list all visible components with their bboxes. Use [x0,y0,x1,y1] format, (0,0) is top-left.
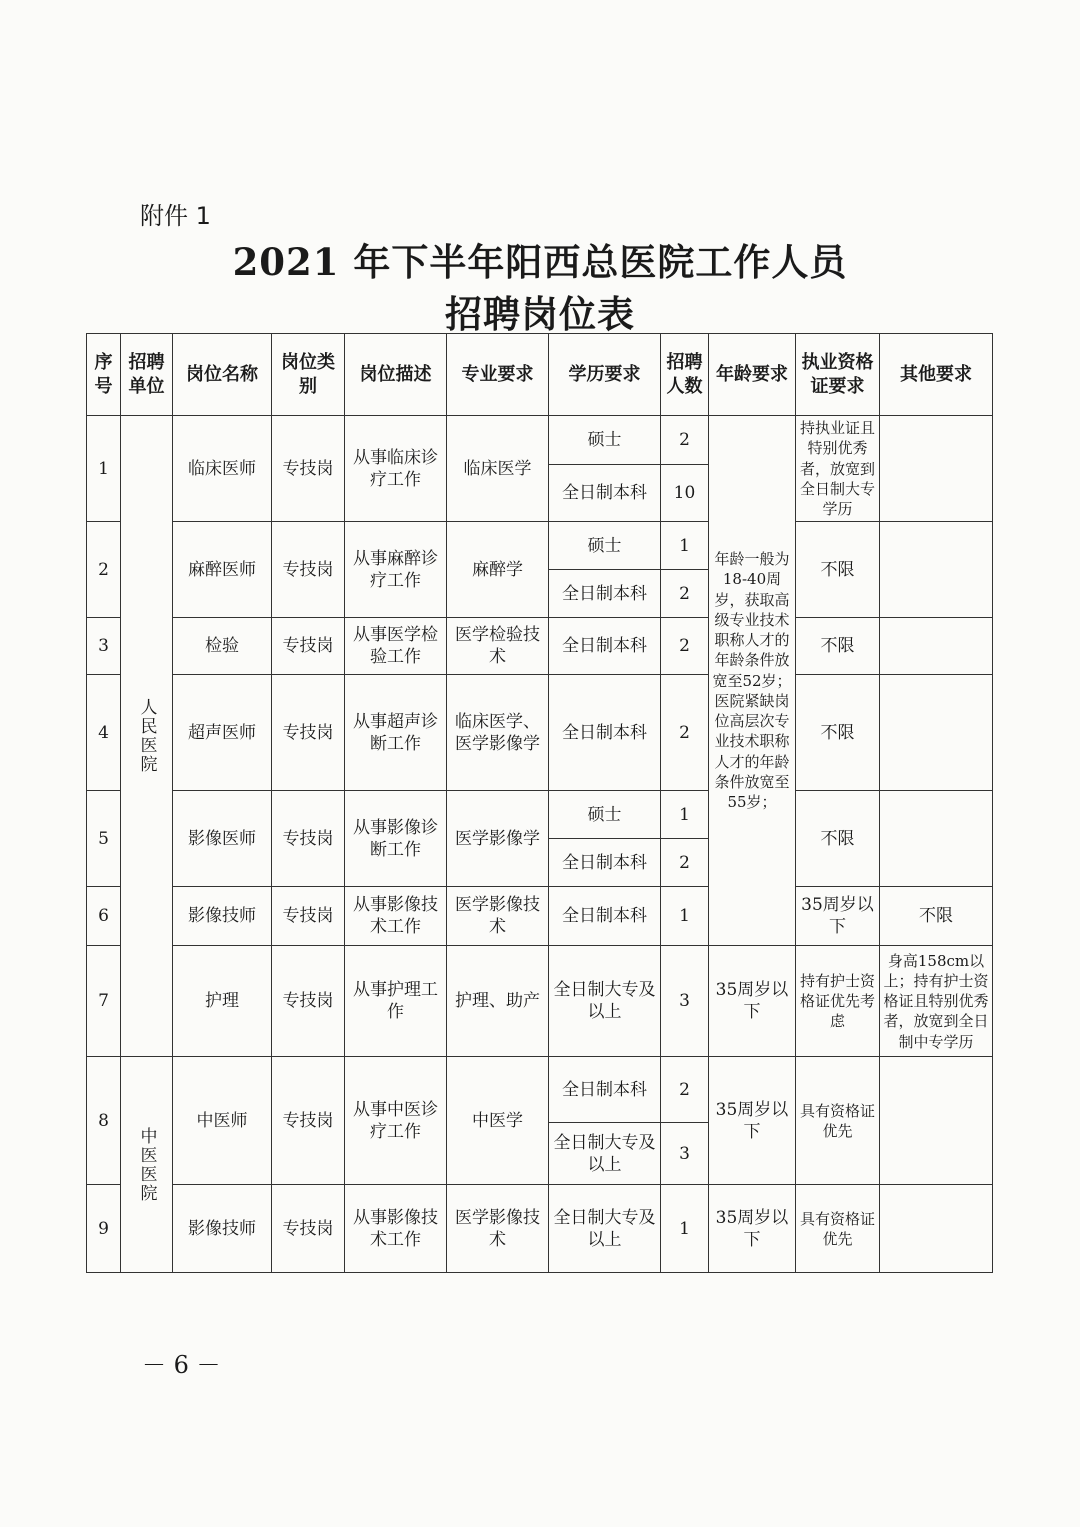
cell-post-desc: 从事影像技术工作 [345,1185,447,1273]
cell-post-name: 超声医师 [173,675,272,791]
cell-seq: 9 [87,1185,121,1273]
cell-education: 全日制本科 [549,887,661,946]
cell-education: 全日制大专及以上 [549,946,661,1057]
header-seq: 序号 [87,334,121,416]
header-cert: 执业资格证要求 [796,334,880,416]
cell-major: 医学影像技术 [447,1185,549,1273]
cell-count: 2 [661,675,709,791]
cell-count: 1 [661,522,709,570]
cell-post-type: 专技岗 [272,1057,345,1185]
cell-education: 硕士 [549,522,661,570]
cell-education: 全日制大专及以上 [549,1123,661,1185]
table-row [87,1057,993,1123]
cell-age: 35周岁以下 [796,887,880,946]
cell-seq: 7 [87,946,121,1057]
table-row [87,416,993,465]
header-post-desc: 岗位描述 [345,334,447,416]
attachment-label: 附件 1 [140,202,211,230]
cell-seq: 5 [87,791,121,887]
page-number: － 6 － [142,1351,221,1379]
cell-post-desc: 从事临床诊疗工作 [345,416,447,522]
table-row [87,887,993,946]
cell-post-name: 护理 [173,946,272,1057]
cell-post-type: 专技岗 [272,522,345,618]
cell-major: 医学影像技术 [447,887,549,946]
cell-post-name: 影像技师 [173,1185,272,1273]
header-education: 学历要求 [549,334,661,416]
cell-count: 1 [661,887,709,946]
cell-education: 全日制本科 [549,465,661,522]
cell-post-type: 专技岗 [272,416,345,522]
cell-unit-tcm-hospital: 中医医院 [121,1057,173,1273]
cell-count: 2 [661,570,709,618]
cell-education: 全日制本科 [549,618,661,675]
cell-post-name: 检验 [173,618,272,675]
cell-count: 10 [661,465,709,522]
cell-age: 35周岁以下 [709,1185,796,1273]
cell-post-type: 专技岗 [272,887,345,946]
header-post-type: 岗位类别 [272,334,345,416]
cell-cert: 不限 [796,791,880,887]
cell-seq: 2 [87,522,121,618]
cell-post-name: 中医师 [173,1057,272,1185]
cell-post-type: 专技岗 [272,1185,345,1273]
cell-post-name: 临床医师 [173,416,272,522]
cell-cert: 持有护士资格证优先考虑 [796,946,880,1057]
cell-post-desc: 从事医学检验工作 [345,618,447,675]
cell-major: 中医学 [447,1057,549,1185]
cell-count: 1 [661,1185,709,1273]
cell-post-desc: 从事中医诊疗工作 [345,1057,447,1185]
cell-education: 硕士 [549,791,661,839]
cell-count: 1 [661,791,709,839]
cell-major: 临床医学、医学影像学 [447,675,549,791]
table-row [87,1185,993,1273]
cell-post-type: 专技岗 [272,946,345,1057]
cell-other [880,416,993,522]
header-major: 专业要求 [447,334,549,416]
cell-post-type: 专技岗 [272,791,345,887]
cell-cert: 不限 [796,522,880,618]
cell-age: 35周岁以下 [709,1057,796,1185]
cell-seq: 3 [87,618,121,675]
cell-other [880,791,993,887]
cell-count: 2 [661,1057,709,1123]
cell-cert: 不限 [796,675,880,791]
cell-post-name: 影像医师 [173,791,272,887]
cell-post-desc: 从事麻醉诊疗工作 [345,522,447,618]
cell-post-desc: 从事影像技术工作 [345,887,447,946]
cell-education: 全日制大专及以上 [549,1185,661,1273]
cell-education: 硕士 [549,416,661,465]
cell-post-desc: 从事影像诊断工作 [345,791,447,887]
header-age: 年龄要求 [709,334,796,416]
cell-other [880,675,993,791]
cell-major: 护理、助产 [447,946,549,1057]
cell-post-name: 麻醉医师 [173,522,272,618]
page-subtitle: 招聘岗位表 [445,292,635,336]
cell-count: 2 [661,416,709,465]
cell-major: 医学影像学 [447,791,549,887]
cell-post-desc: 从事护理工作 [345,946,447,1057]
cell-age-shared: 年龄一般为18-40周岁，获取高级专业技术职称人才的年龄条件放宽至52岁；医院紧缺岗位高层次专业技术职称人才的年龄条件放宽至55岁； [709,416,796,946]
recruitment-table [86,333,993,1273]
cell-count: 3 [661,1123,709,1185]
table-row [87,522,993,570]
table-row [87,946,993,1057]
cell-seq: 1 [87,416,121,522]
cell-seq: 6 [87,887,121,946]
cell-education: 全日制本科 [549,675,661,791]
cell-education: 全日制本科 [549,570,661,618]
cell-major: 临床医学 [447,416,549,522]
cell-post-name: 影像技师 [173,887,272,946]
table-row [87,791,993,839]
cell-cert: 具有资格证优先 [796,1057,880,1185]
cell-other [880,1185,993,1273]
header-unit: 招聘单位 [121,334,173,416]
cell-post-type: 专技岗 [272,675,345,791]
cell-major: 医学检验技术 [447,618,549,675]
cell-count: 2 [661,839,709,887]
cell-seq: 8 [87,1057,121,1185]
cell-cert: 不限 [880,887,993,946]
table-row [87,675,993,791]
header-row [87,334,993,416]
table-row [87,618,993,675]
cell-count: 3 [661,946,709,1057]
cell-major: 麻醉学 [447,522,549,618]
cell-other [880,522,993,618]
cell-age: 35周岁以下 [709,946,796,1057]
cell-other [880,618,993,675]
header-count: 招聘人数 [661,334,709,416]
cell-post-type: 专技岗 [272,618,345,675]
cell-post-desc: 从事超声诊断工作 [345,675,447,791]
cell-education: 全日制本科 [549,839,661,887]
cell-unit-people-hospital: 人民医院 [121,416,173,1057]
cell-cert: 具有资格证优先 [796,1185,880,1273]
page-title: 2021 年下半年阳西总医院工作人员 [232,240,848,284]
cell-cert: 持执业证且特别优秀者，放宽到全日制大专学历 [796,416,880,522]
header-post-name: 岗位名称 [173,334,272,416]
cell-other [880,1057,993,1185]
cell-count: 2 [661,618,709,675]
cell-other: 身高158cm以上；持有护士资格证且特别优秀者，放宽到全日制中专学历 [880,946,993,1057]
cell-seq: 4 [87,675,121,791]
cell-education: 全日制本科 [549,1057,661,1123]
header-other: 其他要求 [880,334,993,416]
cell-cert: 不限 [796,618,880,675]
